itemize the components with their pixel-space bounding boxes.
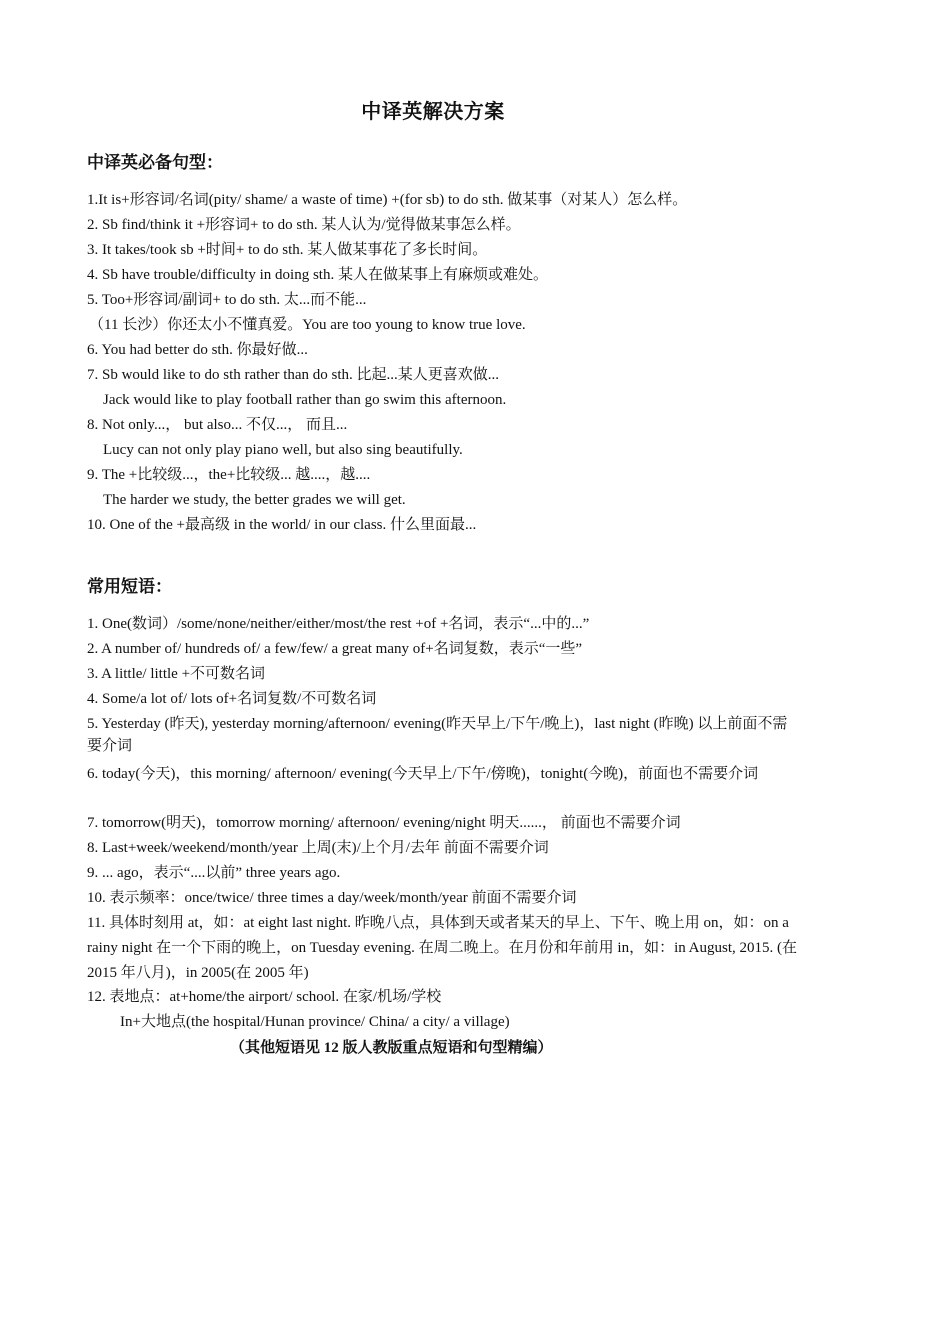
sentence-line-2: 2. Sb find/think it +形容词+ to do sth. 某人认为/觉得做某事怎么样。	[87, 217, 521, 233]
sentence-line-9: 9. The +比较级...，the+比较级... 越....，越....	[87, 467, 371, 483]
footnote: （其他短语见 12 版人教版重点短语和句型精编）	[230, 1040, 553, 1056]
sentence-example-7: Jack would like to play football rather than go swim this afternoon.	[103, 392, 507, 408]
phrase-line-5: 5. Yesterday (昨天), yesterday morning/afternoon/ evening(昨天早上/下午/晚上)，last night (昨晚) 以上前面不需要介词	[87, 716, 788, 754]
phrase-line-8: 8. Last+week/weekend/month/year 上周(末)/上个月/去年 前面不需要介词	[87, 840, 549, 856]
phrase-line-12: 12. 表地点：at+home/the airport/ school. 在家/机场/学校	[87, 989, 442, 1005]
sentence-line-8: 8. Not only...， but also... 不仅...， 而且...	[87, 417, 348, 433]
sentence-line-3: 3. It takes/took sb +时间+ to do sth. 某人做某事花了多长时间。	[87, 242, 488, 258]
phrase-line-6: 6. today(今天)，this morning/ afternoon/ evening(今天早上/下午/傍晚)，tonight(今晚)，前面也不需要介词	[87, 766, 759, 782]
section-heading-sentences: 中译英必备句型：	[87, 153, 223, 173]
phrase-line-11: 11. 具体时刻用 at，如：at eight last night. 昨晚八点，具体到天或者某天的早上、下午、晚上用 on，如：on a rainy night 在一个下雨的晚上，on Tuesday evening. 在周二晚上。在月份和年前用 in，如：in August, 2015. (在 2015 年八月)，in 2005(在 2005 年)	[87, 915, 797, 981]
phrase-line-10: 10. 表示频率：once/twice/ three times a day/week/month/year 前面不需要介词	[87, 890, 577, 906]
phrase-line-3: 3. A little/ little +不可数名词	[87, 666, 266, 682]
sentence-line-10: 10. One of the +最高级 in the world/ in our class. 什么里面最...	[87, 517, 477, 533]
sentence-example-8: Lucy can not only play piano well, but also sing beautifully.	[103, 442, 463, 458]
sentence-example-9: The harder we study, the better grades we will get.	[103, 492, 406, 508]
phrase-line-7: 7. tomorrow(明天)，tomorrow morning/ afternoon/ evening/night 明天......， 前面也不需要介词	[87, 815, 681, 831]
phrase-line-1: 1. One(数词）/some/none/neither/either/most/the rest +of +名词，表示“...中的...”	[87, 616, 590, 632]
sentence-line-6: 6. You had better do sth. 你最好做...	[87, 342, 308, 358]
phrase-line-9: 9. ... ago，表示“....以前” three years ago.	[87, 865, 341, 881]
sentence-line-1: 1.It is+形容词/名词(pity/ shame/ a waste of time) +(for sb) to do sth. 做某事（对某人）怎么样。	[87, 192, 688, 208]
phrase-line-4: 4. Some/a lot of/ lots of+名词复数/不可数名词	[87, 691, 377, 707]
page-title: 中译英解决方案	[361, 99, 505, 123]
sentence-example-5: （11 长沙）你还太小不懂真爱。You are too young to know true love.	[89, 317, 526, 333]
section-heading-phrases: 常用短语：	[87, 577, 172, 597]
phrase-line-2: 2. A number of/ hundreds of/ a few/few/ a great many of+名词复数，表示“一些”	[87, 641, 583, 657]
sentence-line-7: 7. Sb would like to do sth rather than do sth. 比起...某人更喜欢做...	[87, 367, 500, 383]
sentence-line-5: 5. Too+形容词/副词+ to do sth. 太...而不能...	[87, 292, 367, 308]
phrase-example-12: In+大地点(the hospital/Hunan province/ China/ a city/ a village)	[120, 1014, 510, 1030]
sentence-line-4: 4. Sb have trouble/difficulty in doing sth. 某人在做某事上有麻烦或难处。	[87, 267, 548, 283]
